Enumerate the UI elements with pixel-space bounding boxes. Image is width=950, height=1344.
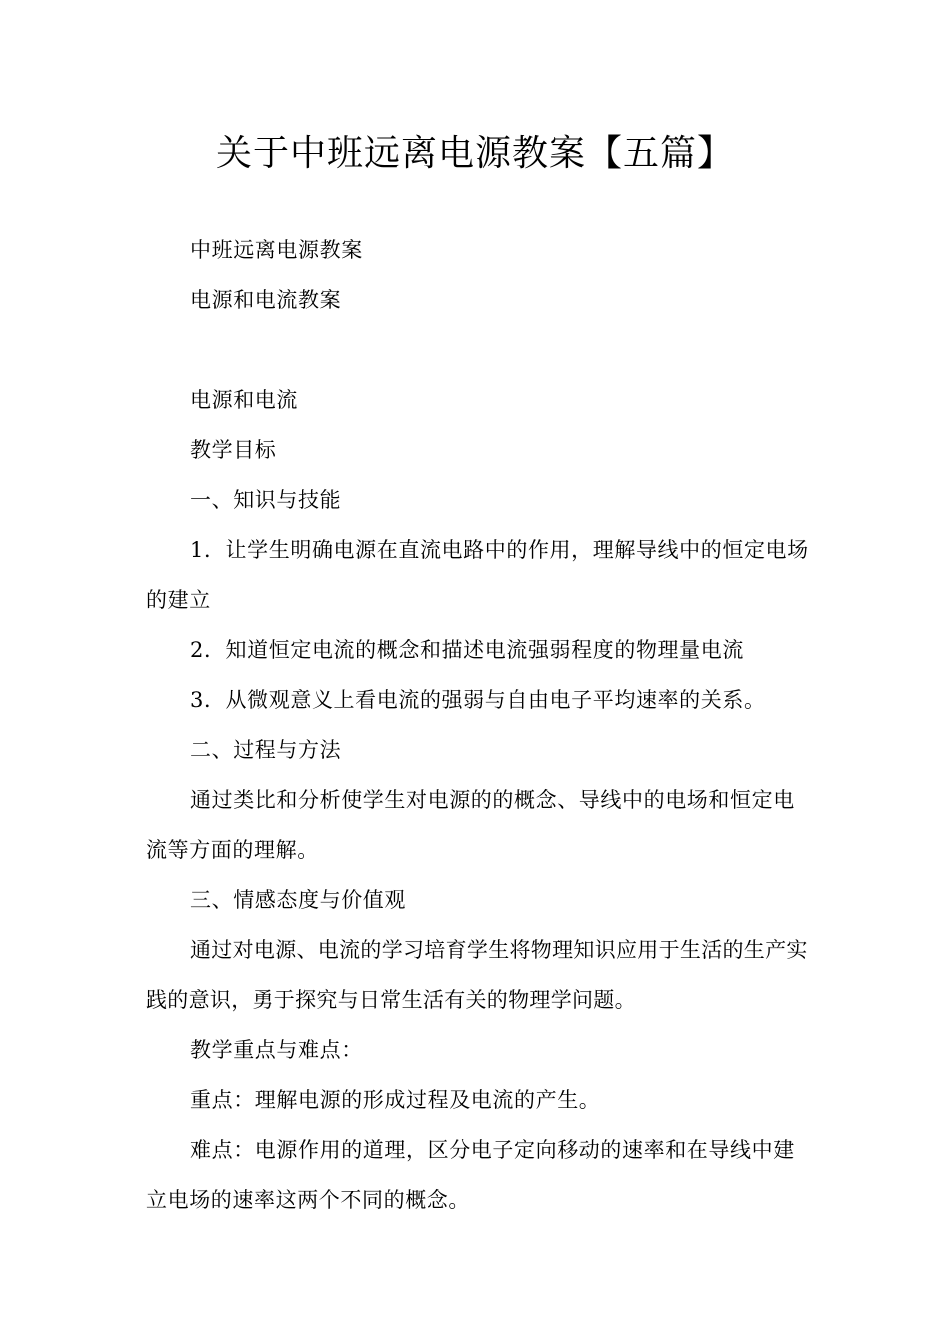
- paragraph-item-1: 1．让学生明确电源在直流电路中的作用，理解导线中的恒定电场的建立: [146, 538, 809, 612]
- document-body: [146, 225, 814, 1225]
- paragraph-subtitle: 中班远离电源教案: [190, 238, 363, 262]
- document-title: 关于中班远离电源教案【五篇】: [215, 133, 734, 174]
- paragraph-item-2: 2．知道恒定电流的概念和描述电流强弱程度的物理量电流: [190, 638, 744, 662]
- paragraph-heading-goals: 教学目标: [190, 438, 277, 462]
- paragraph-key-points-heading: 教学重点与难点：: [190, 1038, 363, 1062]
- paragraph-section-1: 一、知识与技能: [190, 488, 342, 512]
- paragraph-topic: 电源和电流: [190, 388, 298, 412]
- paragraph-key-point: 重点：理解电源的形成过程及电流的产生。: [190, 1088, 601, 1112]
- paragraph-process-text: 通过类比和分析使学生对电源的的概念、导线中的电场和恒定电流等方面的理解。: [146, 788, 795, 862]
- paragraph-difficult-point: 难点：电源作用的道理，区分电子定向移动的速率和在导线中建立电场的速率这两个不同的概念。: [146, 1138, 795, 1212]
- paragraph-section-2: 二、过程与方法: [190, 738, 342, 762]
- paragraph-subtitle-2: 电源和电流教案: [190, 288, 342, 312]
- paragraph-section-3: 三、情感态度与价值观: [190, 888, 406, 912]
- blank-line: [146, 325, 814, 375]
- paragraph-values-text: 通过对电源、电流的学习培育学生将物理知识应用于生活的生产实践的意识，勇于探究与日常生活有关的物理学问题。: [146, 938, 808, 1012]
- paragraph-item-3: 3．从微观意义上看电流的强弱与自由电子平均速率的关系。: [190, 688, 766, 712]
